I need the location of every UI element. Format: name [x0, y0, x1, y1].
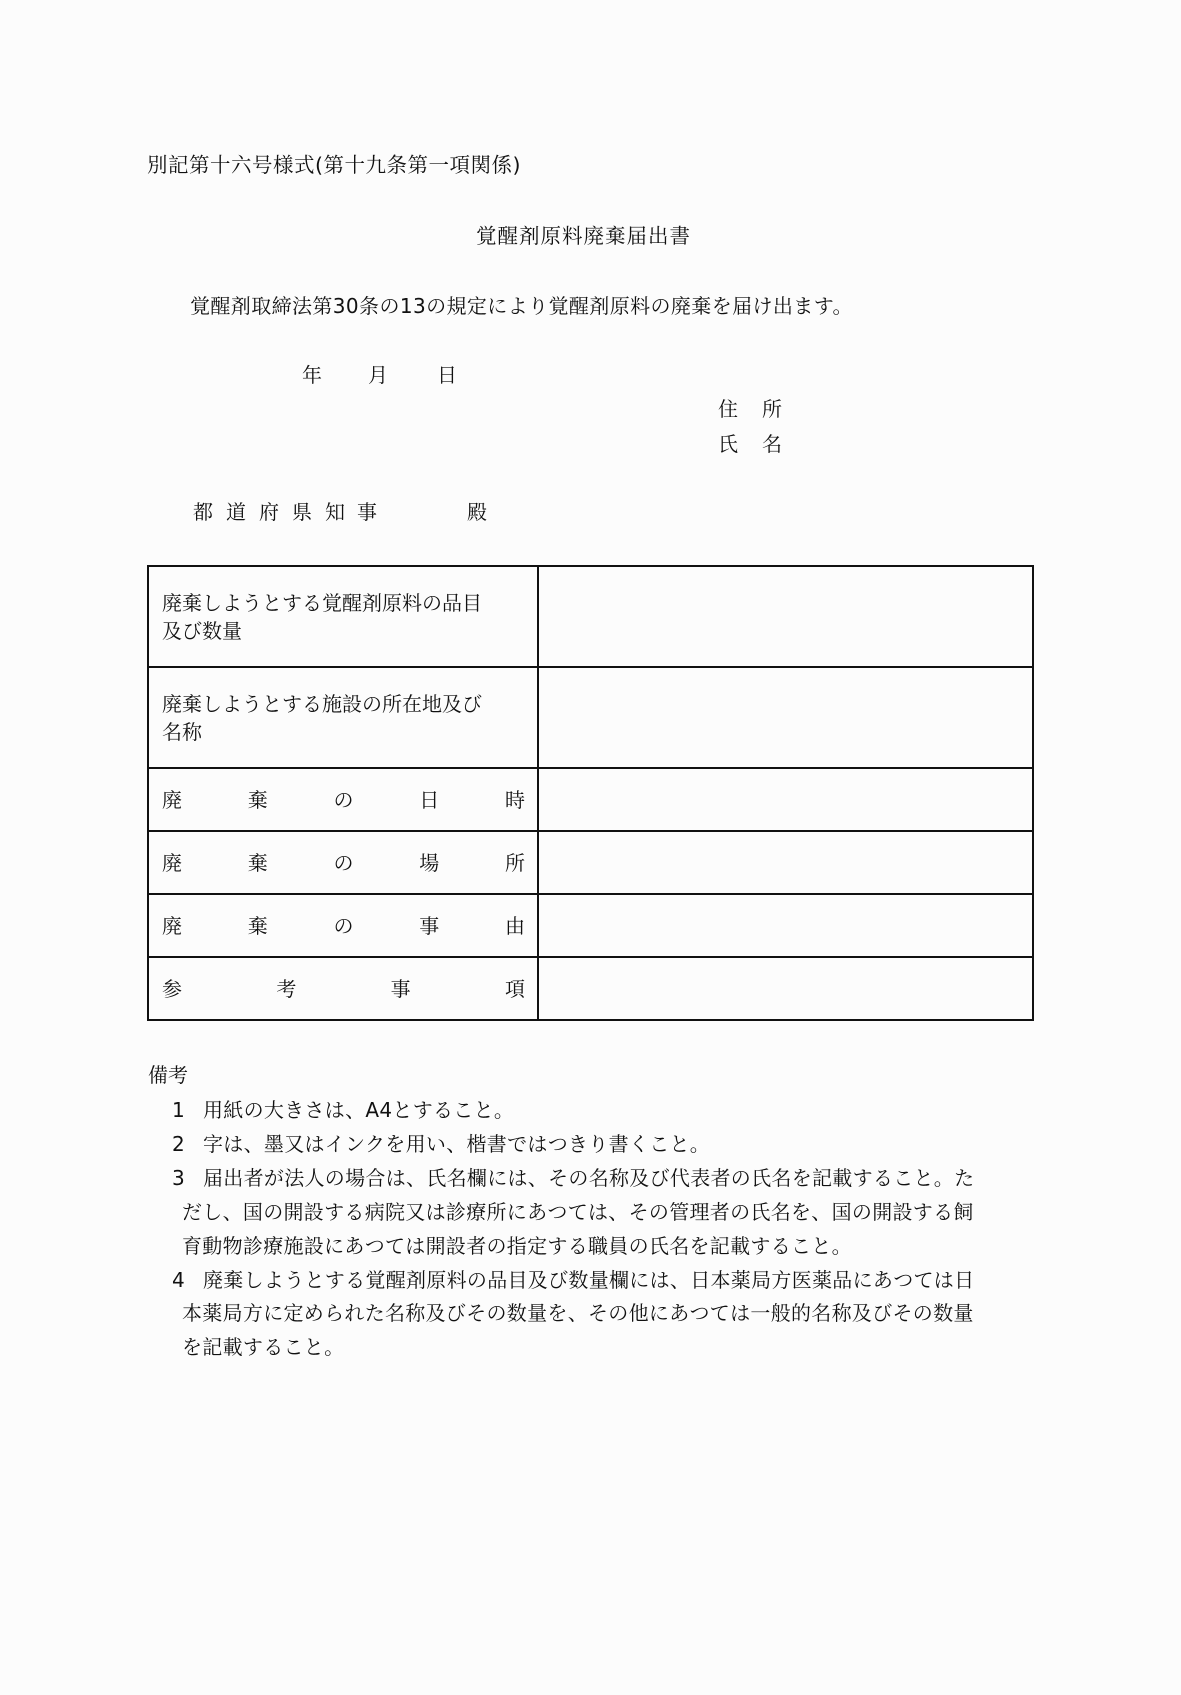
facility-field[interactable]: [538, 667, 1033, 768]
notes-title: 備考: [148, 1063, 188, 1087]
table-row: [148, 894, 1033, 957]
addressee-char: 府: [259, 500, 279, 524]
address-label-2: 所: [762, 397, 782, 421]
row-label-datetime: [148, 768, 538, 831]
label-char: 事: [419, 913, 440, 938]
table-row: [148, 957, 1033, 1020]
name-label-2: 名: [762, 432, 782, 456]
note-line: 本薬局方に定められた名称及びその数量を、その他にあつては一般的名称及びその数量: [182, 1301, 974, 1325]
row-label-item-quantity: [148, 566, 538, 667]
label-char: 廃: [162, 787, 182, 812]
table-row: [148, 768, 1033, 831]
form-reference: 別記第十六号様式(第十九条第一項関係): [147, 153, 521, 177]
table-row: [148, 566, 1033, 667]
label-char: 考: [276, 976, 297, 1001]
label-line: 廃棄しようとする覚醒剤原料の品目: [162, 590, 482, 615]
label-line: 廃棄しようとする施設の所在地及び: [162, 691, 482, 716]
row-label-remarks: [148, 957, 538, 1020]
label-char: 由: [504, 913, 525, 938]
table-row: [148, 667, 1033, 768]
addressee-char: 県: [292, 500, 312, 524]
row-label-place: [148, 831, 538, 894]
label-char: 参: [162, 976, 182, 1001]
addressee-char: 道: [226, 500, 246, 524]
note-line: だし、国の開設する病院又は診療所にあつては、その管理者の氏名を、国の開設する飼: [182, 1200, 974, 1224]
item-quantity-field[interactable]: [538, 566, 1033, 667]
label-char: の: [333, 850, 354, 875]
remarks-field[interactable]: [538, 957, 1033, 1020]
label-line: 及び数量: [162, 618, 242, 643]
note-number: 3: [172, 1166, 185, 1190]
name-label-1: 氏: [718, 432, 738, 456]
note-line: を記載すること。: [182, 1335, 345, 1359]
form-table: [147, 565, 1034, 1021]
disposal-place-field[interactable]: [538, 831, 1033, 894]
label-char: 廃: [162, 850, 182, 875]
addressee-char: 都: [193, 500, 213, 524]
label-char: 日: [419, 787, 440, 812]
note-number: 4: [172, 1268, 185, 1292]
addressee-honorific: 殿: [467, 500, 487, 524]
label-char: の: [333, 913, 354, 938]
address-label-1: 住: [718, 397, 738, 421]
note-number: 2: [172, 1132, 185, 1156]
label-char: 事: [390, 976, 411, 1001]
disposal-reason-field[interactable]: [538, 894, 1033, 957]
date-month-label: 月: [368, 363, 388, 387]
label-char: 棄: [247, 787, 268, 812]
label-char: 棄: [247, 850, 268, 875]
disposal-datetime-field[interactable]: [538, 768, 1033, 831]
label-char: 所: [504, 850, 525, 875]
note-number: 1: [172, 1098, 185, 1122]
form-title: 覚醒剤原料廃棄届出書: [476, 224, 691, 248]
label-char: 時: [504, 787, 525, 812]
addressee-char: 事: [357, 500, 377, 524]
note-line: 用紙の大きさは、A4とすること。: [203, 1098, 515, 1122]
date-year-label: 年: [302, 363, 322, 387]
addressee-char: 知: [325, 500, 345, 524]
label-char: 項: [504, 976, 525, 1001]
label-line: 名称: [162, 719, 202, 744]
date-day-label: 日: [437, 363, 457, 387]
label-char: 廃: [162, 913, 182, 938]
note-line: 廃棄しようとする覚醒剤原料の品目及び数量欄には、日本薬局方医薬品にあつては日: [203, 1268, 975, 1292]
intro-statement: 覚醒剤取締法第30条の13の規定により覚醒剤原料の廃棄を届け出ます。: [190, 294, 853, 318]
note-line: 届出者が法人の場合は、氏名欄には、その名称及び代表者の氏名を記載すること。た: [203, 1166, 975, 1190]
label-char: 場: [419, 850, 440, 875]
table-row: [148, 831, 1033, 894]
note-line: 育動物診療施設にあつては開設者の指定する職員の氏名を記載すること。: [182, 1234, 852, 1258]
note-line: 字は、墨又はインクを用い、楷書ではつきり書くこと。: [203, 1132, 711, 1156]
label-char: の: [333, 787, 354, 812]
row-label-facility: [148, 667, 538, 768]
row-label-reason: [148, 894, 538, 957]
label-char: 棄: [247, 913, 268, 938]
